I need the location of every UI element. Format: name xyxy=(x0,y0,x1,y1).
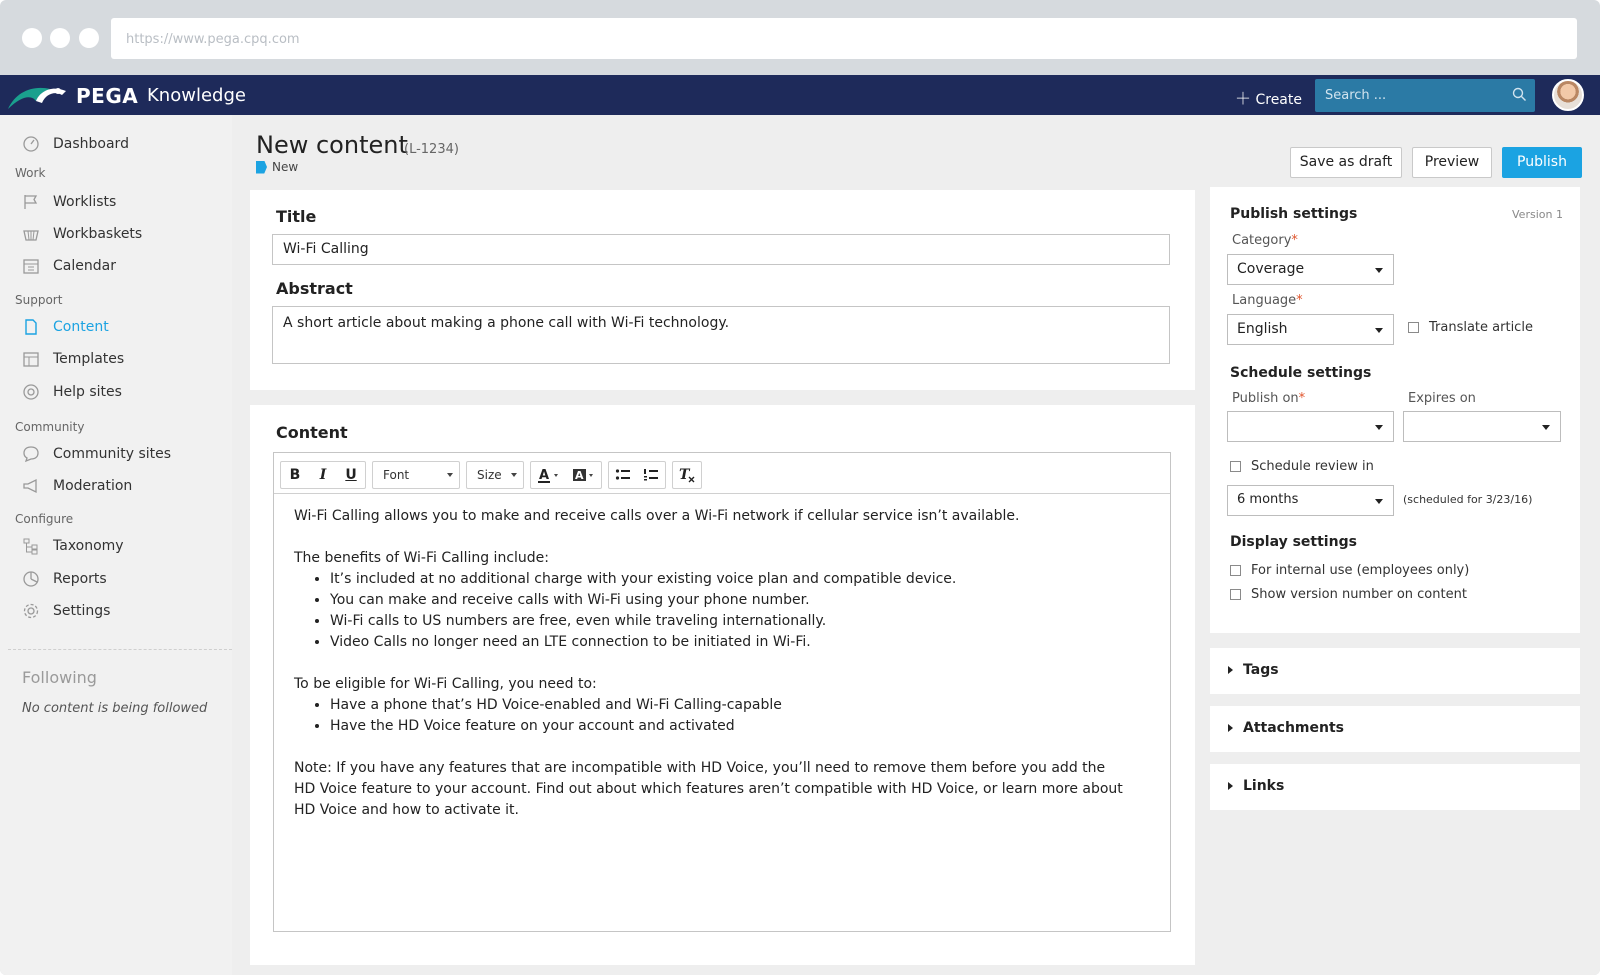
lifebuoy-icon xyxy=(22,383,40,401)
format-group xyxy=(280,461,366,489)
benefits-list xyxy=(294,569,1154,653)
sidebar-item-worklists[interactable] xyxy=(22,191,116,213)
list-item: • It’s included at no additional charge with your existing voice plan and compatible device. xyxy=(330,569,1154,590)
publish-settings-title: Publish settings xyxy=(1230,206,1358,222)
sidebar-item-label: Dashboard xyxy=(53,136,129,152)
caret-right-icon xyxy=(1228,666,1233,674)
category-label-text: Category xyxy=(1232,233,1292,248)
color-group xyxy=(530,461,602,489)
show-version-checkbox[interactable] xyxy=(1230,587,1467,602)
hierarchy-icon xyxy=(22,537,40,555)
create-label: Create xyxy=(1255,92,1302,108)
language-select[interactable] xyxy=(1227,314,1394,345)
svg-text:T: T xyxy=(679,467,690,483)
sidebar-item-reports[interactable] xyxy=(22,568,107,590)
dashboard-icon xyxy=(22,135,40,153)
chevron-down-icon xyxy=(1375,425,1383,430)
checkbox-box xyxy=(1230,589,1241,600)
sidebar-item-content[interactable] xyxy=(22,316,109,338)
sidebar-item-moderation[interactable] xyxy=(22,475,132,497)
settings-panel xyxy=(1210,187,1580,633)
search-box xyxy=(1315,79,1535,112)
template-icon xyxy=(22,350,40,368)
flag-icon xyxy=(22,193,40,211)
main-area xyxy=(232,115,1600,975)
clear-format-group xyxy=(672,461,702,489)
publish-on-label-text: Publish on xyxy=(1232,391,1299,406)
italic-button[interactable]: I xyxy=(319,467,327,483)
language-label-text: Language xyxy=(1232,293,1297,308)
publish-on-label xyxy=(1232,391,1305,406)
expires-on-select[interactable] xyxy=(1403,411,1561,442)
sidebar-item-dashboard[interactable] xyxy=(22,133,129,155)
case-id: (L-1234) xyxy=(404,142,459,157)
chevron-down-icon xyxy=(1542,425,1550,430)
size-dropdown-inner xyxy=(467,462,523,488)
show-version-label: Show version number on content xyxy=(1251,587,1467,602)
list-group xyxy=(608,461,666,489)
size-dropdown-label: Size xyxy=(477,468,502,482)
review-interval-select[interactable] xyxy=(1227,485,1394,516)
attachments-label: Attachments xyxy=(1243,720,1345,736)
version-label: Version 1 xyxy=(1512,208,1563,221)
clear-format-icon xyxy=(678,467,696,483)
schedule-review-checkbox[interactable] xyxy=(1230,459,1374,474)
checkbox-box xyxy=(1408,322,1419,333)
note-line: HD Voice and how to activate it. xyxy=(294,802,519,818)
content-label: Content xyxy=(276,423,348,442)
tags-panel-header[interactable] xyxy=(1210,648,1580,694)
checkbox-box xyxy=(1230,565,1241,576)
chevron-down-icon xyxy=(1375,268,1383,273)
svg-text:A: A xyxy=(539,468,550,483)
abstract-textarea[interactable]: A short article about making a phone call with Wi-Fi technology. xyxy=(272,306,1170,364)
title-label: Title xyxy=(276,207,317,226)
required-mark: * xyxy=(1298,391,1306,406)
highlight-color-button[interactable] xyxy=(567,462,601,488)
sidebar-item-label: Community sites xyxy=(53,446,172,462)
group-label-support: Support xyxy=(15,293,63,307)
language-label xyxy=(1232,293,1303,308)
following-empty-message: No content is being followed xyxy=(22,701,208,716)
search-icon[interactable] xyxy=(1512,87,1527,102)
caret-right-icon xyxy=(1228,782,1233,790)
url-bar[interactable] xyxy=(111,18,1577,59)
links-label: Links xyxy=(1243,778,1285,794)
chevron-down-icon xyxy=(1375,499,1383,504)
window-maximize-dot[interactable] xyxy=(79,28,99,48)
top-nav xyxy=(0,75,1600,115)
paragraph: To be eligible for Wi-Fi Calling, you need to: xyxy=(294,676,597,692)
create-button[interactable] xyxy=(1235,86,1302,109)
links-panel-header[interactable] xyxy=(1210,764,1580,810)
group-label-configure: Configure xyxy=(15,512,74,526)
list-item: • Have the HD Voice feature on your account and activated xyxy=(330,716,1154,737)
group-label-work: Work xyxy=(15,166,46,180)
status-text: New xyxy=(272,160,299,174)
text-color-icon xyxy=(536,467,562,483)
font-dropdown-label: Font xyxy=(383,468,410,482)
user-avatar[interactable] xyxy=(1552,79,1584,111)
sidebar-item-workbaskets[interactable] xyxy=(22,223,142,245)
plus-icon: ＋ xyxy=(1235,89,1252,108)
sidebar-item-label: Content xyxy=(53,319,109,335)
sidebar-item-taxonomy[interactable] xyxy=(22,535,124,557)
window-minimize-dot[interactable] xyxy=(50,28,70,48)
internal-use-label: For internal use (employees only) xyxy=(1251,563,1470,578)
sidebar-item-templates[interactable] xyxy=(22,348,124,370)
attachments-panel-header[interactable] xyxy=(1210,706,1580,752)
scheduled-note: (scheduled for 3/23/16) xyxy=(1403,493,1533,506)
page-title: New content xyxy=(256,131,408,159)
publish-button[interactable]: Publish xyxy=(1502,147,1582,178)
caret-right-icon xyxy=(1228,724,1233,732)
sidebar-item-label: Help sites xyxy=(53,384,122,400)
sidebar-item-label: Worklists xyxy=(53,194,117,210)
gear-icon xyxy=(22,602,40,620)
bullet-list-icon xyxy=(615,468,631,482)
save-draft-button[interactable]: Save as draft xyxy=(1290,147,1402,178)
sidebar xyxy=(0,115,232,975)
summary-card xyxy=(250,190,1195,390)
url-text: https://www.pega.cpq.com xyxy=(126,32,300,47)
category-label xyxy=(1232,233,1298,248)
basket-icon xyxy=(22,225,40,243)
category-select[interactable] xyxy=(1227,254,1394,285)
requirements-list xyxy=(294,695,1154,737)
editor-content[interactable] xyxy=(294,506,1154,821)
editor-toolbar xyxy=(274,453,1170,494)
chevron-down-icon xyxy=(511,473,517,477)
document-icon xyxy=(22,318,40,336)
display-settings-title: Display settings xyxy=(1230,534,1357,550)
translate-article-checkbox[interactable] xyxy=(1408,320,1533,335)
bullet-list-button[interactable] xyxy=(609,462,637,488)
sidebar-item-calendar[interactable] xyxy=(22,255,116,277)
schedule-settings-title: Schedule settings xyxy=(1230,365,1372,381)
schedule-review-label: Schedule review in xyxy=(1251,459,1374,474)
required-mark: * xyxy=(1291,233,1298,248)
group-label-community: Community xyxy=(15,420,85,434)
paragraph: Wi-Fi Calling allows you to make and receive calls over a Wi-Fi network if cellular service isn’t available. xyxy=(294,508,1020,524)
checkbox-box xyxy=(1230,461,1241,472)
translate-label: Translate article xyxy=(1429,320,1533,335)
sidebar-item-community-sites[interactable] xyxy=(22,443,171,465)
brand-name: PEGA xyxy=(76,84,139,108)
numbered-list-icon xyxy=(643,468,659,482)
megaphone-icon xyxy=(22,477,40,495)
chat-bubble-icon xyxy=(22,445,40,463)
sidebar-item-settings[interactable] xyxy=(22,600,110,622)
sidebar-item-label: Reports xyxy=(53,571,107,587)
status-flag-icon xyxy=(256,161,267,174)
search-input[interactable] xyxy=(1315,79,1505,112)
underline-button[interactable]: U xyxy=(345,467,357,483)
sidebar-divider xyxy=(8,649,232,650)
sidebar-item-label: Templates xyxy=(53,351,125,367)
chevron-down-icon xyxy=(447,473,453,477)
pie-chart-icon xyxy=(22,570,40,588)
content-card xyxy=(250,405,1195,965)
following-title: Following xyxy=(22,668,97,687)
expires-on-label: Expires on xyxy=(1408,391,1476,406)
sidebar-item-label: Taxonomy xyxy=(53,538,124,554)
status-badge xyxy=(256,160,298,174)
abstract-label: Abstract xyxy=(276,279,353,298)
svg-text:A: A xyxy=(575,469,584,482)
calendar-icon xyxy=(22,257,40,275)
list-item: • Have a phone that’s HD Voice-enabled and Wi-Fi Calling-capable xyxy=(330,695,1154,716)
list-item: • Video Calls no longer need an LTE connection to be initiated in Wi-Fi. xyxy=(330,632,1154,653)
font-dropdown[interactable] xyxy=(372,461,460,489)
note-line: HD Voice feature to your account. Find out about which features aren’t compatible with HD Voice, or learn more about xyxy=(294,781,1123,797)
publish-on-select[interactable] xyxy=(1227,411,1394,442)
font-dropdown-inner xyxy=(373,462,459,488)
sidebar-item-label: Moderation xyxy=(53,478,133,494)
numbered-list-button[interactable] xyxy=(637,462,665,488)
rich-text-editor xyxy=(273,452,1171,932)
title-input[interactable]: Wi-Fi Calling xyxy=(272,234,1170,265)
review-interval-value: 6 months xyxy=(1237,492,1299,507)
required-mark: * xyxy=(1296,293,1303,308)
category-value: Coverage xyxy=(1237,261,1305,277)
preview-button[interactable]: Preview xyxy=(1412,147,1492,178)
text-color-button[interactable] xyxy=(531,462,567,488)
sidebar-item-label: Workbaskets xyxy=(53,226,143,242)
list-item: • Wi-Fi calls to US numbers are free, even while traveling internationally. xyxy=(330,611,1154,632)
pega-logo-icon xyxy=(6,81,72,111)
sidebar-item-help-sites[interactable] xyxy=(22,381,122,403)
window-close-dot[interactable] xyxy=(22,28,42,48)
highlight-icon xyxy=(571,467,597,483)
language-value: English xyxy=(1237,321,1288,337)
bold-button[interactable]: B xyxy=(289,467,301,483)
sidebar-item-label: Calendar xyxy=(53,258,116,274)
note-line: Note: If you have any features that are incompatible with HD Voice, you’ll need to remove them before you add the xyxy=(294,760,1106,776)
internal-use-checkbox[interactable] xyxy=(1230,563,1469,578)
tags-label: Tags xyxy=(1243,662,1279,678)
list-item: • You can make and receive calls with Wi-Fi using your phone number. xyxy=(330,590,1154,611)
paragraph: The benefits of Wi-Fi Calling include: xyxy=(294,550,549,566)
sidebar-item-label: Settings xyxy=(53,603,111,619)
clear-format-button[interactable] xyxy=(673,462,701,488)
chevron-down-icon xyxy=(1375,328,1383,333)
app-name: Knowledge xyxy=(147,85,246,106)
size-dropdown[interactable] xyxy=(466,461,524,489)
